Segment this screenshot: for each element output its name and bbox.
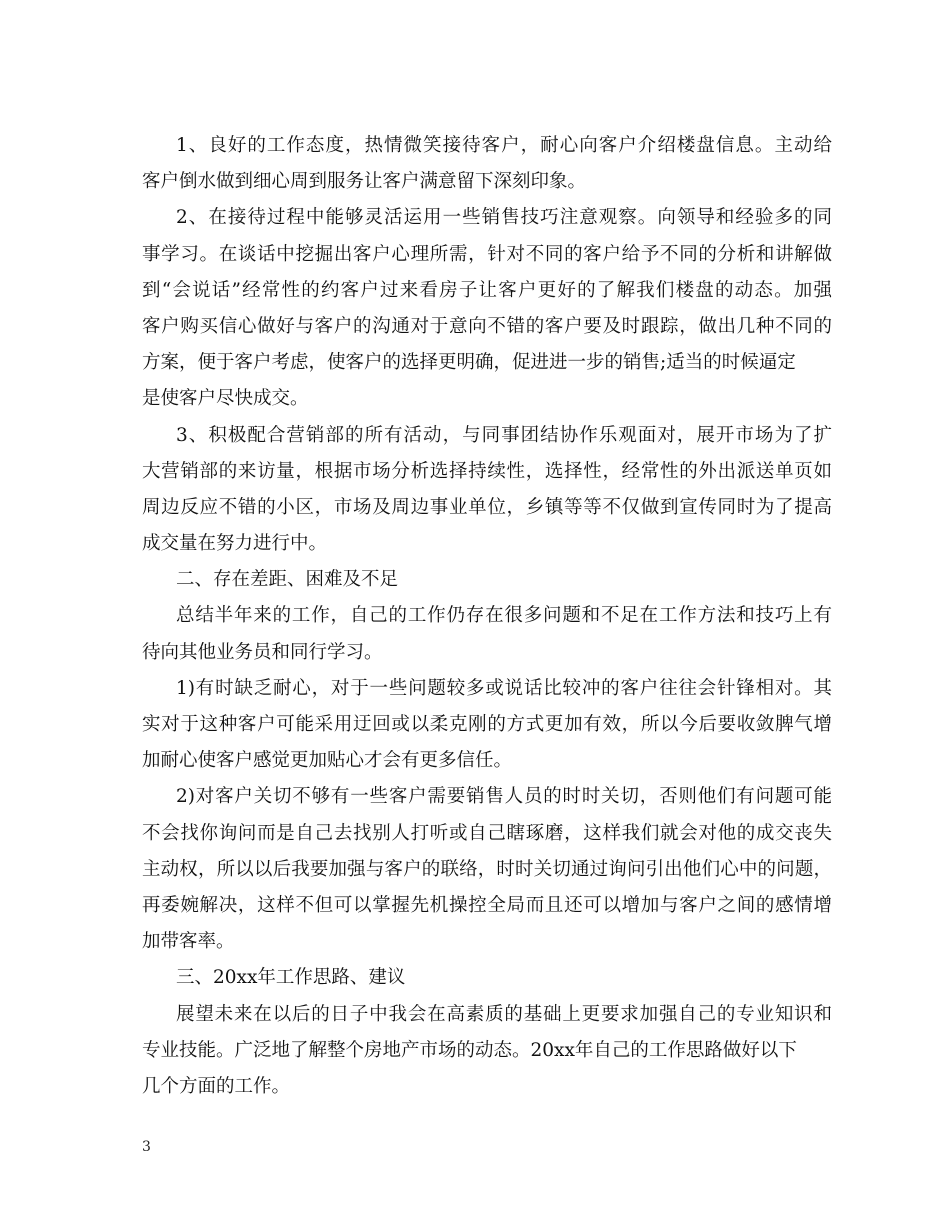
section-heading-2: [142, 562, 832, 598]
text-line: 大营销部的来访量，根据市场分析选择持续性，选择性，经常性的外出派送单页如: [142, 460, 832, 482]
text-line: 不会找你询问而是自己去找别人打听或自己瞎琢磨，这样我们就会对他的成交丧失: [142, 822, 832, 844]
text-line: 待向其他业务员和同行学习。: [142, 641, 383, 663]
text-line: 方案，便于客户考虑，使客户的选择更明确，促进进一步的销售;适当的时候逼定: [142, 352, 796, 374]
text-line: 周边反应不错的小区，市场及周边事业单位，乡镇等等不仅做到宣传同时为了提高: [142, 496, 832, 518]
text-line: 总结半年来的工作，自己的工作仍存在很多问题和不足在工作方法和技巧上有: [176, 605, 832, 627]
text-line: 再委婉解决，这样不但可以掌握先机操控全局而且还可以增加与客户之间的感情增: [142, 894, 832, 916]
document-body: [142, 128, 832, 1105]
paragraph-7: [142, 997, 832, 1106]
text-line: 加带客率。: [142, 931, 235, 953]
text-line: 几个方面的工作。: [142, 1075, 291, 1097]
text-line: 客户倒水做到细心周到服务让客户满意留下深刻印象。: [142, 171, 587, 193]
text-line: 加耐心使客户感觉更加贴心才会有更多信任。: [142, 750, 513, 772]
text-line: 主动权，所以以后我要加强与客户的联络，时时关切通过询问引出他们心中的问题，: [142, 858, 832, 880]
heading-line: 二、存在差距、困难及不足: [176, 569, 399, 591]
paragraph-5: [142, 671, 832, 780]
text-line: 事学习。在谈话中挖掘出客户心理所需，针对不同的客户给予不同的分析和讲解做: [142, 243, 832, 265]
paragraph-1: [142, 128, 832, 200]
text-line: 展望未来在以后的日子中我会在高素质的基础上更要求加强自己的专业知识和: [176, 1003, 832, 1025]
paragraph-4: [142, 598, 832, 670]
text-line: 2)对客户关切不够有一些客户需要销售人员的时时关切，否则他们有问题可能: [176, 786, 832, 808]
text-line: 成交量在努力进行中。: [142, 533, 328, 555]
text-line: 是使客户尽快成交。: [142, 388, 309, 410]
paragraph-2: [142, 200, 832, 417]
paragraph-3: [142, 418, 832, 563]
text-line: 专业技能。广泛地了解整个房地产市场的动态。20xx年自己的工作思路做好以下: [142, 1039, 797, 1061]
text-line: 实对于这种客户可能采用迂回或以柔克刚的方式更加有效，所以今后要收敛脾气增: [142, 714, 832, 735]
heading-line: 三、20xx年工作思路、建议: [176, 967, 406, 989]
text-line: 2、在接待过程中能够灵活运用一些销售技巧注意观察。向领导和经验多的同: [176, 207, 832, 229]
section-heading-3: [142, 960, 832, 996]
text-line: 客户购买信心做好与客户的沟通对于意向不错的客户要及时跟踪，做出几种不同的: [142, 315, 832, 337]
text-line: 3、积极配合营销部的所有活动，与同事团结协作乐观面对，展开市场为了扩: [176, 424, 832, 446]
paragraph-6: [142, 779, 832, 960]
text-line: 到“会说话”经常性的约客户过来看房子让客户更好的了解我们楼盘的动态。加强: [142, 279, 832, 301]
text-line: 1)有时缺乏耐心，对于一些问题较多或说话比较冲的客户往往会针锋相对。其: [176, 677, 832, 699]
page-number: 3: [142, 1139, 151, 1155]
text-line: 1、良好的工作态度，热情微笑接待客户，耐心向客户介绍楼盘信息。主动给: [176, 135, 832, 156]
